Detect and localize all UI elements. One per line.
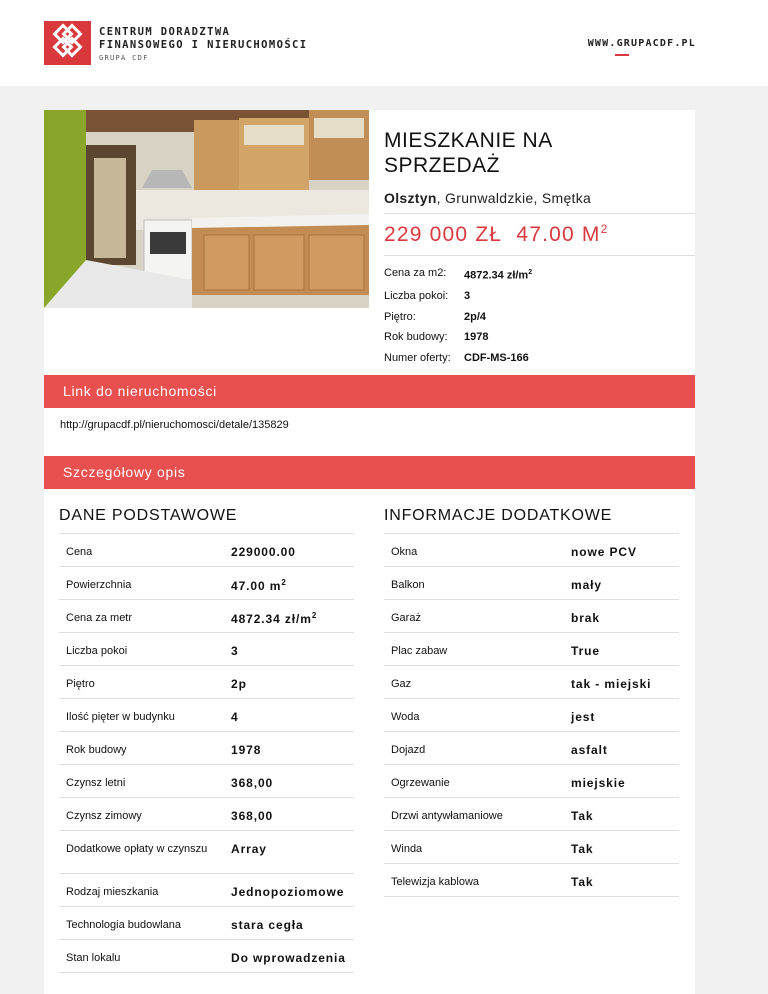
logo-line-2: FINANSOWEGO I NIERUCHOMOŚCI: [99, 39, 308, 51]
extra-info-row: [384, 665, 679, 698]
listing-title: [384, 128, 553, 178]
extra-info-label: Okna: [391, 546, 418, 558]
basic-info-value-text: 3: [231, 644, 239, 658]
basic-info-label: Rodzaj mieszkania: [66, 886, 159, 898]
basic-info-label: Ilość pięter w budynku: [66, 711, 175, 723]
extra-info-row: [384, 632, 679, 665]
basic-info-label: Czynsz letni: [66, 777, 126, 789]
extra-info-row: [384, 764, 679, 797]
basic-info-value-sup: 2: [281, 578, 287, 587]
details-section-header: [44, 456, 695, 489]
basic-info-value-text: Array: [231, 842, 267, 856]
extra-info-table: [384, 533, 679, 898]
link-section-title: Link do nieruchomości: [63, 383, 217, 399]
extra-info-row: [384, 566, 679, 599]
fact-value-text: 2p/4: [464, 310, 487, 323]
basic-info-value: [231, 710, 239, 724]
fact-label: Rok budowy:: [384, 331, 448, 344]
basic-info-row: [59, 830, 354, 873]
fact-label: Piętro:: [384, 310, 416, 323]
extra-info-value: [571, 842, 594, 856]
extra-info-value-text: jest: [571, 710, 596, 724]
extra-info-value-text: nowe PCV: [571, 545, 637, 559]
extra-info-label: Woda: [391, 711, 420, 723]
basic-info-value-text: Jednopoziomowe: [231, 885, 345, 899]
basic-info-value: [231, 809, 273, 823]
extra-info-value: [571, 611, 600, 625]
details-section-title: Szczegółowy opis: [63, 464, 186, 480]
basic-info-value: [231, 842, 267, 856]
extra-info-label: Garaż: [391, 612, 421, 624]
location-city: Olsztyn: [384, 190, 437, 206]
basic-info-value-text: 368,00: [231, 776, 274, 790]
basic-info-row: [59, 533, 354, 566]
extra-info-label: Winda: [391, 843, 423, 855]
area-unit-sup: 2: [600, 222, 609, 236]
extra-info-value-text: Tak: [571, 842, 594, 856]
extra-info-value: [571, 776, 626, 790]
basic-info-value-text: 368,00: [231, 809, 274, 823]
basic-info-value: [231, 743, 261, 757]
basic-info-value: [231, 918, 304, 932]
listing-location: [384, 190, 591, 206]
listing-title-line-1: MIESZKANIE NA: [384, 129, 553, 152]
table-end-rule: [384, 896, 679, 898]
basic-info-row: [59, 873, 354, 906]
fact-value: [464, 263, 532, 286]
basic-info-label: Liczba pokoi: [66, 645, 128, 657]
fact-label: Liczba pokoi:: [384, 290, 449, 303]
fact-row: [384, 307, 532, 328]
extra-info-value: [571, 644, 600, 658]
extra-info-value: [571, 710, 595, 724]
basic-info-row: [59, 599, 354, 632]
property-photo: [44, 110, 369, 308]
area-value: 47.00 M: [516, 223, 601, 246]
link-section-header: [44, 375, 695, 408]
basic-info-row: [59, 906, 354, 939]
basic-info-value-text: 2p: [231, 677, 247, 691]
extra-info-value-text: Tak: [571, 809, 594, 823]
basic-info-label: Cena: [66, 546, 93, 558]
extra-info-label: Dojazd: [391, 744, 426, 756]
fact-row: [384, 327, 532, 348]
basic-info-label: Piętro: [66, 678, 95, 690]
basic-info-row: [59, 665, 354, 698]
fact-value: [464, 348, 529, 369]
basic-info-value: [231, 677, 247, 691]
fact-label: Numer oferty:: [384, 351, 451, 364]
extra-info-value-text: miejskie: [571, 776, 626, 790]
location-district: , Grunwaldzkie, Smętka: [436, 190, 592, 206]
basic-info-value: [231, 578, 287, 593]
site-url-underline: [615, 54, 629, 56]
logo-icon[interactable]: [44, 21, 91, 65]
listing-price: [384, 222, 609, 247]
extra-info-value: [571, 743, 608, 757]
fact-value-text: CDF-MS-166: [464, 351, 529, 364]
fact-label: Cena za m2:: [384, 267, 447, 279]
basic-info-value: [231, 545, 296, 559]
extra-info-label: Ogrzewanie: [391, 777, 450, 789]
divider: [384, 213, 695, 214]
extra-info-row: [384, 863, 679, 896]
fact-value-sup: 2: [528, 269, 533, 276]
extra-info-row: [384, 599, 679, 632]
extra-info-label: Balkon: [391, 579, 425, 591]
basic-info-label: Czynsz zimowy: [66, 810, 142, 822]
fact-row: [384, 263, 532, 286]
basic-info-value-sup: 2: [311, 611, 318, 620]
extra-info-value-text: True: [571, 644, 600, 658]
fact-row: [384, 286, 532, 307]
basic-info-value-text: 1978: [231, 743, 262, 757]
fact-value: [464, 327, 488, 348]
extra-info-value: [571, 809, 594, 823]
basic-info-value: [231, 776, 273, 790]
divider: [384, 255, 695, 256]
basic-info-label: Technologia budowlana: [66, 919, 181, 931]
key-facts-list: [384, 263, 532, 368]
extra-info-value-text: mały: [571, 578, 602, 592]
fact-value: [464, 286, 470, 307]
site-url-link[interactable]: WWW.GRUPACDF.PL: [587, 38, 696, 49]
extra-info-row: [384, 731, 679, 764]
basic-info-value-text: 4: [231, 710, 239, 724]
basic-info-value-text: 229000.00: [231, 545, 296, 559]
logo-line-3: GRUPA CDF: [99, 54, 149, 62]
basic-info-value: [231, 644, 239, 658]
logo-text: [99, 26, 307, 63]
basic-info-label: Rok budowy: [66, 744, 127, 756]
basic-info-row: [59, 731, 354, 764]
table-end-rule: [59, 972, 354, 974]
basic-info-value-text: stara cegła: [231, 918, 304, 932]
basic-info-row: [59, 797, 354, 830]
extra-info-label: Telewizja kablowa: [391, 876, 480, 888]
extra-info-value-text: Tak: [571, 875, 594, 889]
basic-info-value: [231, 951, 346, 965]
extra-info-value: [571, 677, 651, 691]
price-value: 229 000 ZŁ: [384, 223, 503, 246]
extra-info-row: [384, 830, 679, 863]
extra-info-label: Gaz: [391, 678, 412, 690]
basic-info-value: [231, 611, 317, 626]
extra-info-value: [571, 875, 594, 889]
listing-card: [44, 110, 695, 994]
extra-info-row: [384, 698, 679, 731]
basic-info-value: [231, 885, 344, 899]
fact-value-text: 1978: [464, 331, 489, 344]
basic-info-label: Cena za metr: [66, 612, 133, 624]
basic-info-row: [59, 764, 354, 797]
extra-info-value: [571, 578, 602, 592]
basic-info-value-text: 4872.34 zł/m: [231, 612, 312, 626]
basic-info-row: [59, 566, 354, 599]
fact-value: [464, 307, 486, 328]
extra-info-value-text: brak: [571, 611, 600, 625]
basic-info-row: [59, 698, 354, 731]
extra-info-value-text: asfalt: [571, 743, 608, 757]
basic-info-value-text: Do wprowadzenia: [231, 951, 346, 965]
basic-info-label: Dodatkowe opłaty w czynszu: [66, 843, 208, 855]
extra-info-label: Drzwi antywłamaniowe: [391, 810, 503, 822]
extra-info-value: [571, 545, 637, 559]
basic-info-label: Stan lokalu: [66, 952, 121, 964]
basic-info-row: [59, 939, 354, 972]
basic-info-table: [59, 533, 354, 974]
extra-info-row: [384, 797, 679, 830]
listing-title-line-2: SPRZEDAŻ: [384, 154, 501, 177]
basic-info-row: [59, 632, 354, 665]
property-url-link[interactable]: http://grupacdf.pl/nieruchomosci/detale/135829: [60, 419, 289, 431]
page-header: [0, 0, 768, 86]
extra-info-value-text: tak - miejski: [571, 677, 652, 691]
logo-line-1: CENTRUM DORADZTWA: [99, 26, 231, 38]
basic-info-label: Powierzchnia: [66, 579, 132, 591]
extra-info-label: Plac zabaw: [391, 645, 448, 657]
fact-row: [384, 348, 532, 369]
basic-info-heading: DANE PODSTAWOWE: [59, 507, 238, 524]
fact-value-text: 3: [464, 290, 471, 303]
fact-value-text: 4872.34 zł/m: [464, 269, 529, 282]
extra-info-heading: INFORMACJE DODATKOWE: [384, 507, 613, 524]
basic-info-value-text: 47.00 m: [231, 579, 282, 593]
extra-info-row: [384, 533, 679, 566]
